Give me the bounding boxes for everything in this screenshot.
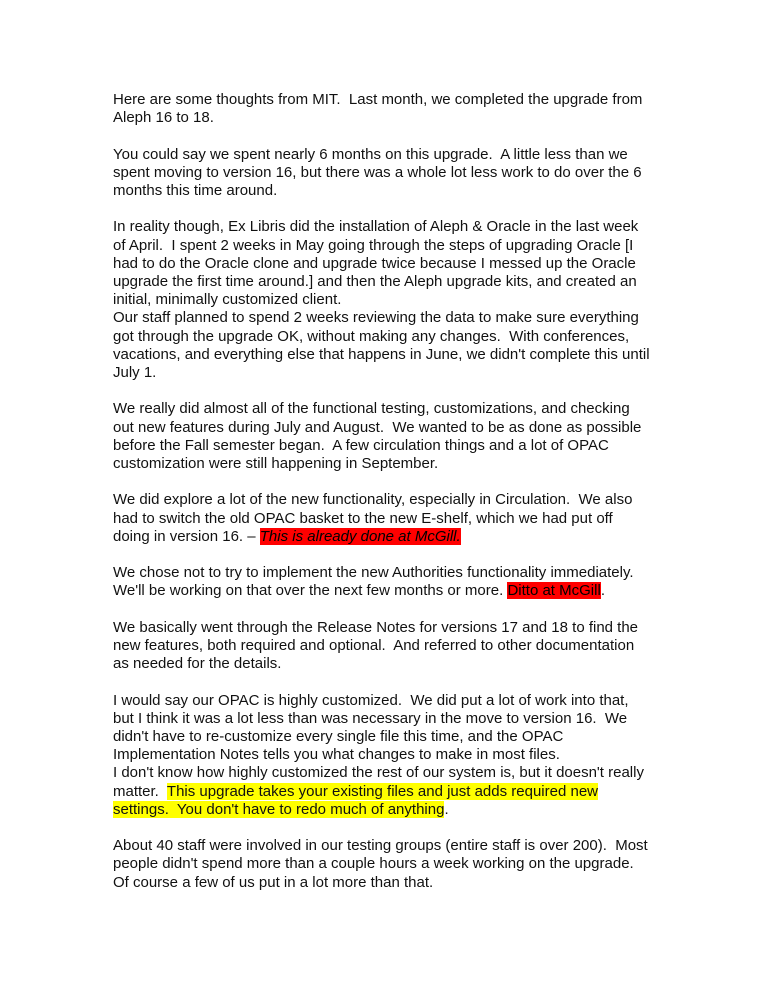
- document-body: [113, 91, 658, 910]
- text-line: Here are some thoughts from MIT. Last month, we completed the upgrade from: [113, 91, 643, 108]
- text-line: Our staff planned to spend 2 weeks reviewing the data to make sure everything: [113, 309, 639, 327]
- text-segment: matter.: [113, 782, 167, 800]
- paragraph-1: [113, 91, 658, 127]
- text-line: upgrade the first time around.] and then the Aleph upgrade kits, and created an: [113, 273, 637, 290]
- text-line: [113, 528, 658, 546]
- text-segment: doing in version 16. –: [113, 527, 260, 545]
- text-line: had to switch the old OPAC basket to the new E-shelf, which we had put off: [113, 509, 613, 527]
- text-line: new features, both required and optional. And referred to other documentation: [113, 637, 635, 654]
- text-line: got through the upgrade OK, without making any changes. With conferences,: [113, 327, 630, 345]
- text-line: out new features during July and August. We wanted to be as done as possible: [113, 418, 642, 436]
- paragraph-9: [113, 837, 658, 892]
- text-line: of April. I spent 2 weeks in May going through the steps of upgrading Oracle [I: [113, 236, 634, 254]
- text-segment: We'll be working on that over the next few months or more.: [113, 582, 508, 600]
- text-line: [113, 582, 658, 600]
- text-line: Of course a few of us put in a lot more than that.: [113, 873, 434, 891]
- text-line: About 40 staff were involved in our testing groups (entire staff is over 200). Most: [113, 837, 648, 855]
- text-line: We did explore a lot of the new functionality, especially in Circulation. We also: [113, 491, 633, 509]
- mcgill-comment-highlight: This is already done at McGill.: [259, 527, 461, 545]
- paragraph-8: [113, 692, 658, 819]
- text-line: In reality though, Ex Libris did the installation of Aleph & Oracle in the last week: [113, 218, 639, 236]
- text-line: had to do the Oracle clone and upgrade twice because I messed up the Oracle: [113, 254, 636, 272]
- text-line: spent moving to version 16, but there was a whole lot less work to do over the 6: [113, 163, 642, 181]
- text-line: vacations, and everything else that happens in June, we didn't complete this until: [113, 345, 650, 363]
- text-line: initial, minimally customized client.: [113, 291, 342, 309]
- paragraph-4: [113, 400, 658, 473]
- text-segment: .: [600, 582, 605, 600]
- text-line: as needed for the details.: [113, 655, 282, 673]
- paragraph-2: [113, 146, 658, 201]
- paragraph-7: [113, 619, 658, 674]
- text-line: months this time around.: [113, 182, 278, 199]
- text-line: I would say our OPAC is highly customized. We did put a lot of work into that,: [113, 691, 629, 709]
- text-line: people didn't spend more than a couple hours a week working on the upgrade.: [113, 855, 634, 873]
- text-line: Aleph 16 to 18.: [113, 109, 214, 127]
- text-segment: .: [444, 800, 449, 818]
- text-line: You could say we spent nearly 6 months on this upgrade. A little less than we: [113, 145, 628, 163]
- text-line: [113, 801, 658, 819]
- text-line: We really did almost all of the functional testing, customizations, and checking: [113, 400, 630, 418]
- text-line: customization were still happening in September.: [113, 455, 439, 473]
- paragraph-3: [113, 218, 658, 382]
- text-line: didn't have to re-customize every single file this time, and the OPAC: [113, 728, 564, 745]
- text-line: July 1.: [113, 364, 157, 382]
- yellow-highlight: This upgrade takes your existing files and just adds required new: [166, 782, 598, 800]
- paragraph-6: [113, 564, 658, 600]
- text-line: We chose not to try to implement the new Authorities functionality immediately.: [113, 564, 634, 582]
- yellow-highlight: settings. You don't have to redo much of anything: [113, 800, 445, 818]
- text-line: before the Fall semester began. A few circulation things and a lot of OPAC: [113, 436, 609, 454]
- paragraph-5: [113, 491, 658, 546]
- mcgill-comment-highlight: Ditto at McGill: [507, 582, 601, 600]
- text-line: I don't know how highly customized the rest of our system is, but it doesn't really: [113, 764, 644, 782]
- text-line: Implementation Notes tells you what changes to make in most files.: [113, 746, 560, 764]
- text-line: We basically went through the Release Notes for versions 17 and 18 to find the: [113, 618, 639, 636]
- text-line: but I think it was a lot less than was necessary in the move to version 16. We: [113, 709, 628, 727]
- text-line: [113, 783, 658, 801]
